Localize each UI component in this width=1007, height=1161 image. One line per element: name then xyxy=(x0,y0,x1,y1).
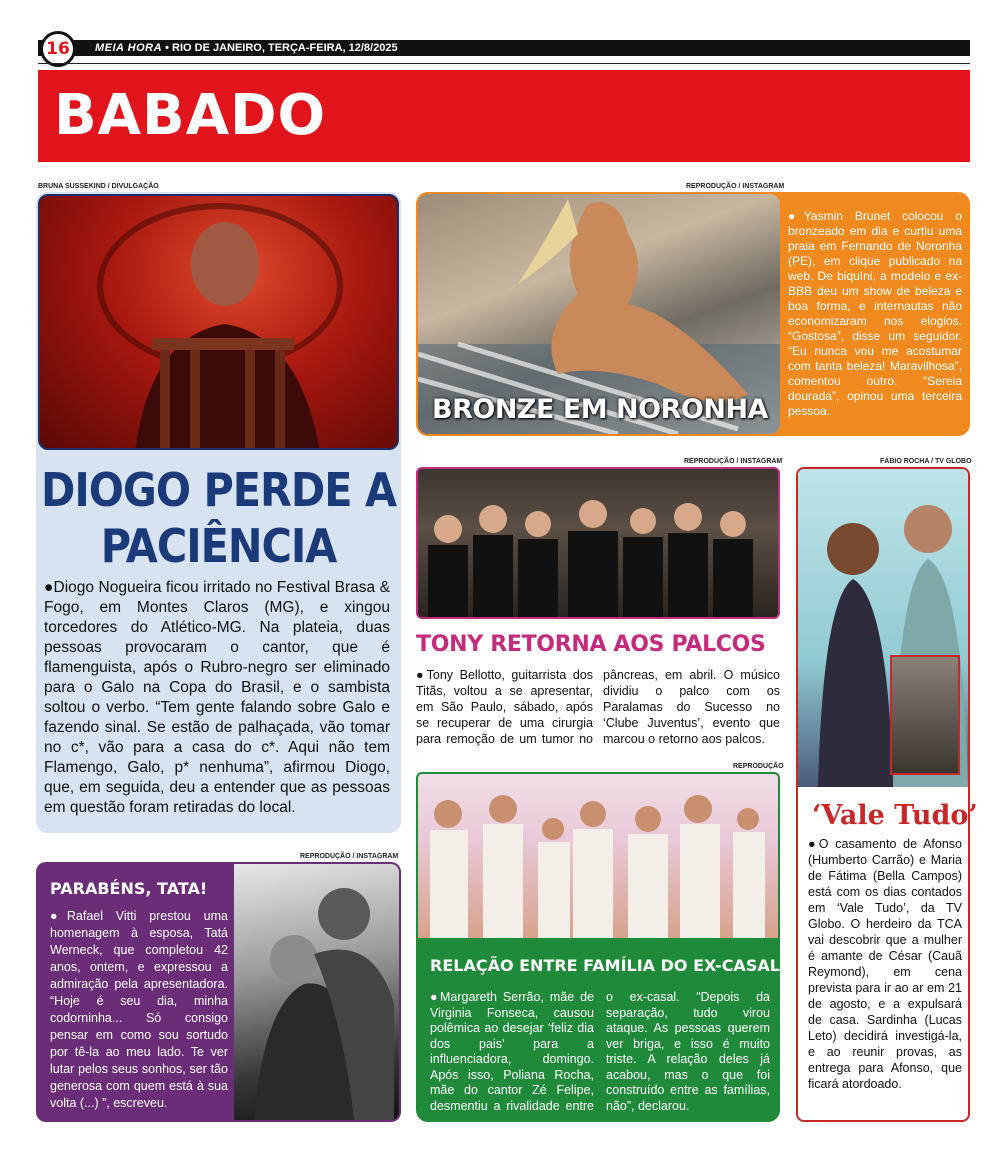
tata-photo-illustration xyxy=(234,864,399,1120)
page-number: 16 xyxy=(40,31,76,67)
diogo-photo-illustration xyxy=(40,196,399,450)
tata-body: ●Rafael Vitti prestou uma homenagem à esposa, Tatá Werneck, que completou 42 anos, ontem, e expressou a admiração pela apresentadora. “Hoje é seu dia, minha codorninha... Só consigo pensar em como sou sortudo por tê-la ao meu lado. Te ver lutar pelos seus sonhos, ser tão generosa com quem está à sua volta (...) ”, escreveu. xyxy=(50,909,228,1110)
margareth-headline: RELAÇÃO ENTRE FAMÍLIA DO EX-CASAL xyxy=(430,956,780,975)
vale-tudo-inset-photo xyxy=(890,655,960,775)
margareth-photo xyxy=(416,772,780,938)
diogo-headline: DIOGO PERDE A PACIÊNCIA xyxy=(41,463,396,573)
dateline xyxy=(95,40,398,56)
diogo-photo xyxy=(38,194,399,450)
dateline-text: • RIO DE JANEIRO, TERÇA-FEIRA, 12/8/2025 xyxy=(165,42,398,54)
diogo-photo-credit: BRUNA SUSSEKIND / DIVULGAÇÃO xyxy=(38,183,159,190)
tata-photo-credit: REPRODUÇÃO / INSTAGRAM xyxy=(300,853,399,860)
diogo-body: ●Diogo Nogueira ficou irritado no Festival Brasa & Fogo, em Montes Claros (MG), e xingou torcedores do Atlético-MG. Na plateia, duas pessoas provocaram o cantor, que é flamenguista, após o Rubro-negro ser eliminado para o Galo na Copa do Brasil, e o sambista soltou o verbo. “Tem gente falando sobre Galo e fazendo sinal. Se estão de palhaçada, vão tomar no c*, vão para a casa do c*. Aqui não tem Flamengo, Galo, p* nenhuma”, afirmou Diogo, que, em seguida, deu a entender que as pessoas em questão foram retiradas do local. xyxy=(44,579,390,816)
tata-photo xyxy=(234,864,399,1120)
tony-photo-illustration xyxy=(418,469,778,617)
yasmin-body: ●Yasmin Brunet colocou o bronzeado em dia e curtiu uma praia em Fernando de Noronha (PE), em clique publicado na web. De biquíni, a modelo e ex-BBB deu um show de beleza e boa forma, e internautas não economizaram nos elogios. “Gostosa”, disse um seguidor. “Eu nunca vou me acostumar com tanta beleza! Maravilhosa”, comentou outro. “Sereia dourada”, opinou uma terceira pessoa. xyxy=(788,209,962,418)
vale-tudo-headline: ‘Vale Tudo’ xyxy=(812,800,978,831)
tony-photo xyxy=(416,467,780,619)
tony-body: ●Tony Bellotto, guitarrista dos Titãs, voltou a se apresentar, em São Paulo, sábado, após se recuperar de uma cirurgia para remoção de um tumor no pâncreas, em abril. O músico dividiu o palco com os Paralamas do Sucesso no ‘Clube Juventus’, evento que marcou o retorno aos palcos. xyxy=(416,668,780,746)
vale-photo-credit: FÁBIO ROCHA / TV GLOBO xyxy=(880,458,972,465)
margareth-body: ●Margareth Serrão, mãe de Virginia Fonseca, causou polêmica ao desejar ‘feliz dia dos pais’ para a influenciadora, domingo. Após isso, Poliana Rocha, mãe do cantor Zé Felipe, desmentiu a rivalidade entre o ex-casal. “Depois da separação, tudo virou ataque. As pessoas querem ver briga, e isso é muito triste. A relação deles já acabou, mas o que foi construído entre as famílias, não”, declarou. xyxy=(430,990,770,1113)
tata-headline: PARABÉNS, TATA! xyxy=(50,879,208,898)
tony-photo-credit: REPRODUÇÃO / INSTAGRAM xyxy=(684,458,783,465)
vale-tudo-body: ●O casamento de Afonso (Humberto Carrão) e Maria de Fátima (Bella Campos) está com os dias contados em ‘Vale Tudo’, da TV Globo. O herdeiro da TCA vai descobrir que a mulher é amante de César (Cauã Reymond), em cena prevista para ir ao ar em 21 de agosto, e a expulsará de casa. Sardinha (Lucas Leto) decidirá investigá-la, e ao reunir provas, as entrega para Afonso, que ficará atordoado. xyxy=(808,837,962,1091)
tony-headline: TONY RETORNA AOS PALCOS xyxy=(416,632,766,657)
yasmin-headline: BRONZE EM NORONHA xyxy=(432,394,768,425)
margareth-photo-illustration xyxy=(418,774,778,938)
section-title: BABADO xyxy=(54,83,327,148)
yasmin-photo-credit: REPRODUÇÃO / INSTAGRAM xyxy=(686,183,785,190)
brand-name: MEIA HORA xyxy=(95,42,163,54)
margareth-photo-credit: REPRODUÇÃO xyxy=(733,763,784,770)
header-rule xyxy=(38,63,970,64)
